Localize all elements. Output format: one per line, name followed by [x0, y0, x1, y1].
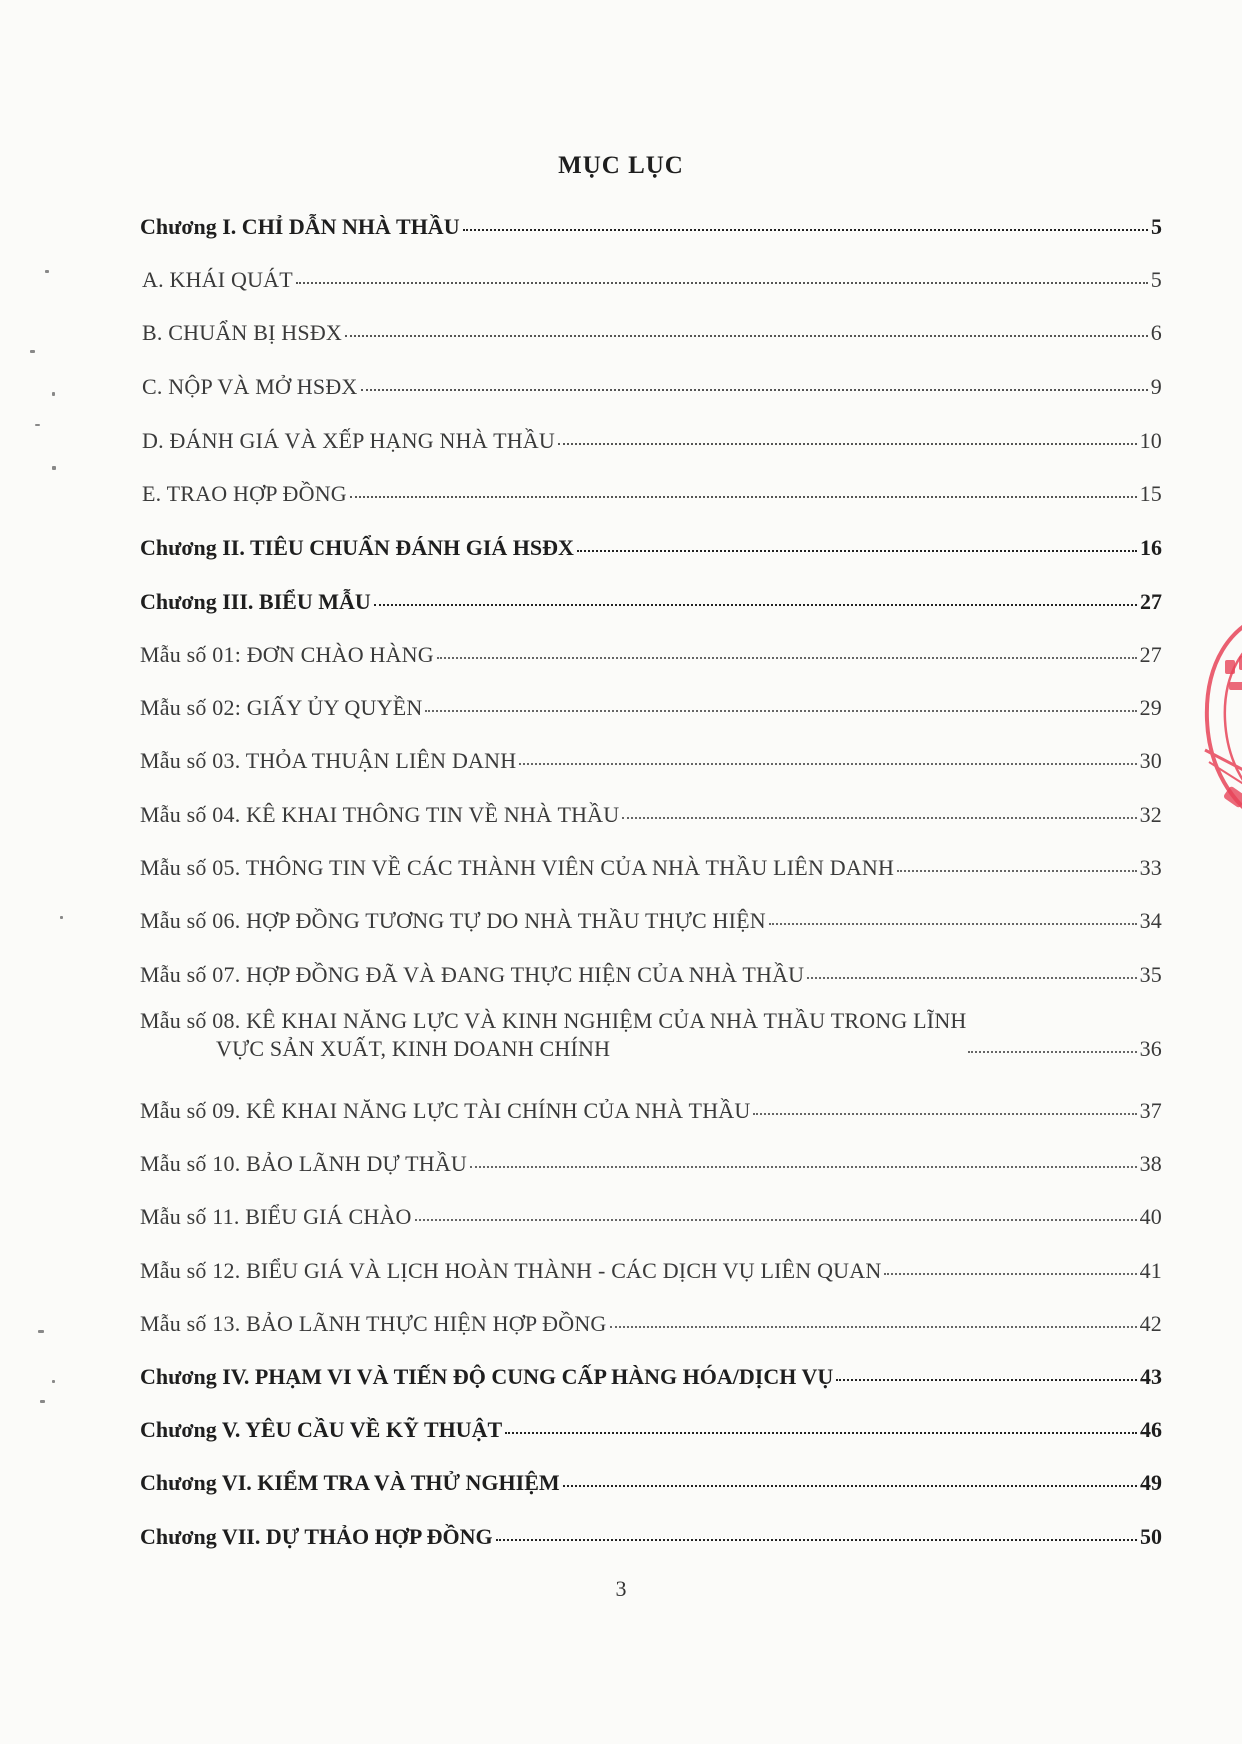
scan-speck — [40, 1400, 45, 1403]
toc-entry-page: 10 — [1139, 428, 1162, 453]
dot-leader — [807, 976, 1136, 979]
toc-entry-page: 49 — [1140, 1470, 1162, 1495]
toc-entry — [140, 1310, 1162, 1338]
toc-entry-page: 41 — [1139, 1258, 1162, 1283]
toc-entry-page: 30 — [1139, 748, 1162, 773]
scan-speck — [52, 466, 56, 470]
toc-entry-label: Mẫu số 04. KÊ KHAI THÔNG TIN VỀ NHÀ THẦU — [140, 802, 620, 827]
toc-entry — [142, 480, 1162, 508]
toc-entry-page: 40 — [1139, 1204, 1162, 1229]
toc-entry-label-line1: Mẫu số 08. KÊ KHAI NĂNG LỰC VÀ KINH NGHIỆM CỦA NHÀ THẦU TRONG LĨNH — [140, 1008, 967, 1033]
toc-entry-page: 36 — [1139, 1036, 1162, 1061]
toc-entry — [140, 747, 1162, 775]
dot-leader — [519, 762, 1136, 765]
dot-leader — [496, 1538, 1137, 1541]
toc-entry-page: 43 — [1140, 1364, 1162, 1389]
toc-entry — [140, 961, 1162, 989]
toc-entry-label: Chương III. BIỂU MẪU — [140, 589, 371, 614]
dot-leader — [415, 1218, 1137, 1221]
toc-entry — [142, 266, 1162, 294]
toc-title: MỤC LỤC — [558, 152, 684, 179]
toc-entry — [140, 1257, 1162, 1285]
toc-entry — [140, 1203, 1162, 1231]
toc-entry — [140, 213, 1162, 241]
toc-entry-page: 5 — [1150, 267, 1162, 292]
toc-entry-page: 32 — [1139, 802, 1162, 827]
dot-leader — [563, 1484, 1137, 1487]
toc-entry-label: Mẫu số 13. BẢO LÃNH THỰC HIỆN HỢP ĐỒNG — [140, 1311, 607, 1336]
dot-leader — [296, 281, 1148, 284]
toc-entry-label: Mẫu số 05. THÔNG TIN VỀ CÁC THÀNH VIÊN CỦA NHÀ THẦU LIÊN DANH — [140, 855, 895, 880]
toc-entry-label: Mẫu số 11. BIỂU GIÁ CHÀO — [140, 1204, 412, 1229]
dot-leader — [897, 869, 1137, 872]
toc-entry — [140, 801, 1162, 829]
dot-leader — [753, 1112, 1136, 1115]
toc-entry-label-line2: VỰC SẢN XUẤT, KINH DOANH CHÍNH — [216, 1036, 611, 1061]
toc-entry-page: 15 — [1139, 481, 1162, 506]
toc-entry-label: Chương VII. DỰ THẢO HỢP ĐỒNG — [140, 1524, 493, 1549]
dot-leader — [769, 922, 1137, 925]
toc-entry-page: 37 — [1139, 1098, 1162, 1123]
toc-entry-label: C. NỘP VÀ MỞ HSĐX — [142, 374, 358, 399]
toc-entry-label: Chương IV. PHẠM VI VÀ TIẾN ĐỘ CUNG CẤP HÀNG HÓA/DỊCH VỤ — [140, 1364, 834, 1389]
toc-entry — [140, 1005, 1162, 1063]
page-number: 3 — [615, 1576, 627, 1601]
toc-entry-page: 29 — [1139, 695, 1162, 720]
dot-leader — [577, 549, 1137, 552]
toc-entry-page: 50 — [1140, 1524, 1162, 1549]
dot-leader — [437, 656, 1137, 659]
toc-entry — [140, 694, 1162, 722]
toc-entry-label — [140, 1007, 967, 1063]
toc-entry-page: 34 — [1139, 908, 1162, 933]
scan-speck — [52, 392, 55, 396]
dot-leader — [610, 1325, 1137, 1328]
toc-entry-label: Mẫu số 10. BẢO LÃNH DỰ THẦU — [140, 1151, 467, 1176]
toc-entry-page: 27 — [1139, 642, 1162, 667]
red-seal-stamp — [1195, 600, 1242, 840]
toc-entry-page: 33 — [1139, 855, 1162, 880]
scan-speck — [38, 1330, 44, 1333]
scan-speck — [30, 350, 35, 353]
toc-entry-label: Chương VI. KIỂM TRA VÀ THỬ NGHIỆM — [140, 1470, 560, 1495]
toc-entry — [140, 1097, 1162, 1125]
dot-leader — [374, 603, 1137, 606]
toc-entry-label: A. KHÁI QUÁT — [142, 267, 293, 292]
toc-entry — [140, 854, 1162, 882]
dot-leader — [470, 1165, 1137, 1168]
toc-entry — [142, 373, 1162, 401]
toc-entry-label: Mẫu số 01: ĐƠN CHÀO HÀNG — [140, 642, 434, 667]
toc-entry — [142, 427, 1162, 455]
dot-leader — [836, 1378, 1137, 1381]
toc-entry-page: 42 — [1139, 1311, 1162, 1336]
toc-entry-label: E. TRAO HỢP ĐỒNG — [142, 481, 347, 506]
toc-entry-label: Chương V. YÊU CẦU VỀ KỸ THUẬT — [140, 1417, 503, 1442]
dot-leader — [968, 1050, 1137, 1053]
toc-entry-label: Mẫu số 06. HỢP ĐỒNG TƯƠNG TỰ DO NHÀ THẦU THỰC HIỆN — [140, 908, 766, 933]
toc-entry-label: Mẫu số 09. KÊ KHAI NĂNG LỰC TÀI CHÍNH CỦA NHÀ THẦU — [140, 1098, 751, 1123]
toc-entry-page: 6 — [1150, 320, 1162, 345]
scan-speck — [60, 916, 63, 919]
dot-leader — [622, 816, 1136, 819]
toc-entry — [140, 641, 1162, 669]
dot-leader — [558, 442, 1137, 445]
scan-speck — [45, 270, 49, 273]
toc-entry-page: 38 — [1139, 1151, 1162, 1176]
dot-leader — [350, 495, 1137, 498]
toc-entry — [140, 1469, 1162, 1497]
toc-entry-label: Mẫu số 12. BIỂU GIÁ VÀ LỊCH HOÀN THÀNH - CÁC DỊCH VỤ LIÊN QUAN — [140, 1258, 882, 1283]
toc-entry-label: Mẫu số 07. HỢP ĐỒNG ĐÃ VÀ ĐANG THỰC HIỆN CỦA NHÀ THẦU — [140, 962, 805, 987]
toc-entry-page: 35 — [1139, 962, 1162, 987]
toc-entry — [140, 1363, 1162, 1391]
scan-speck — [35, 424, 40, 426]
toc-entry — [140, 1523, 1162, 1551]
dot-leader — [463, 228, 1148, 231]
toc-entry-page: 16 — [1140, 535, 1162, 560]
toc-entry-label: Chương II. TIÊU CHUẨN ĐÁNH GIÁ HSĐX — [140, 535, 574, 560]
toc-entry-page: 27 — [1140, 589, 1162, 614]
dot-leader — [505, 1431, 1137, 1434]
toc-entry-page: 5 — [1151, 214, 1162, 239]
toc-entry — [140, 534, 1162, 562]
dot-leader — [345, 334, 1148, 337]
dot-leader — [361, 388, 1148, 391]
toc-entry — [140, 1150, 1162, 1178]
toc-entry-label: Mẫu số 03. THỎA THUẬN LIÊN DANH — [140, 748, 517, 773]
toc-entry-page: 9 — [1150, 374, 1162, 399]
scan-speck — [52, 1380, 55, 1383]
toc-entry-label: B. CHUẨN BỊ HSĐX — [142, 320, 342, 345]
toc-entry — [140, 1416, 1162, 1444]
toc-entry-label: D. ĐÁNH GIÁ VÀ XẾP HẠNG NHÀ THẦU — [142, 428, 555, 453]
toc-entry — [142, 319, 1162, 347]
toc-entry-page: 46 — [1140, 1417, 1162, 1442]
toc-entry — [140, 907, 1162, 935]
toc-entry — [140, 588, 1162, 616]
dot-leader — [884, 1272, 1136, 1275]
toc-entry-label: Mẫu số 02: GIẤY ỦY QUYỀN — [140, 695, 423, 720]
dot-leader — [425, 709, 1136, 712]
toc-entry-label: Chương I. CHỈ DẪN NHÀ THẦU — [140, 214, 460, 239]
